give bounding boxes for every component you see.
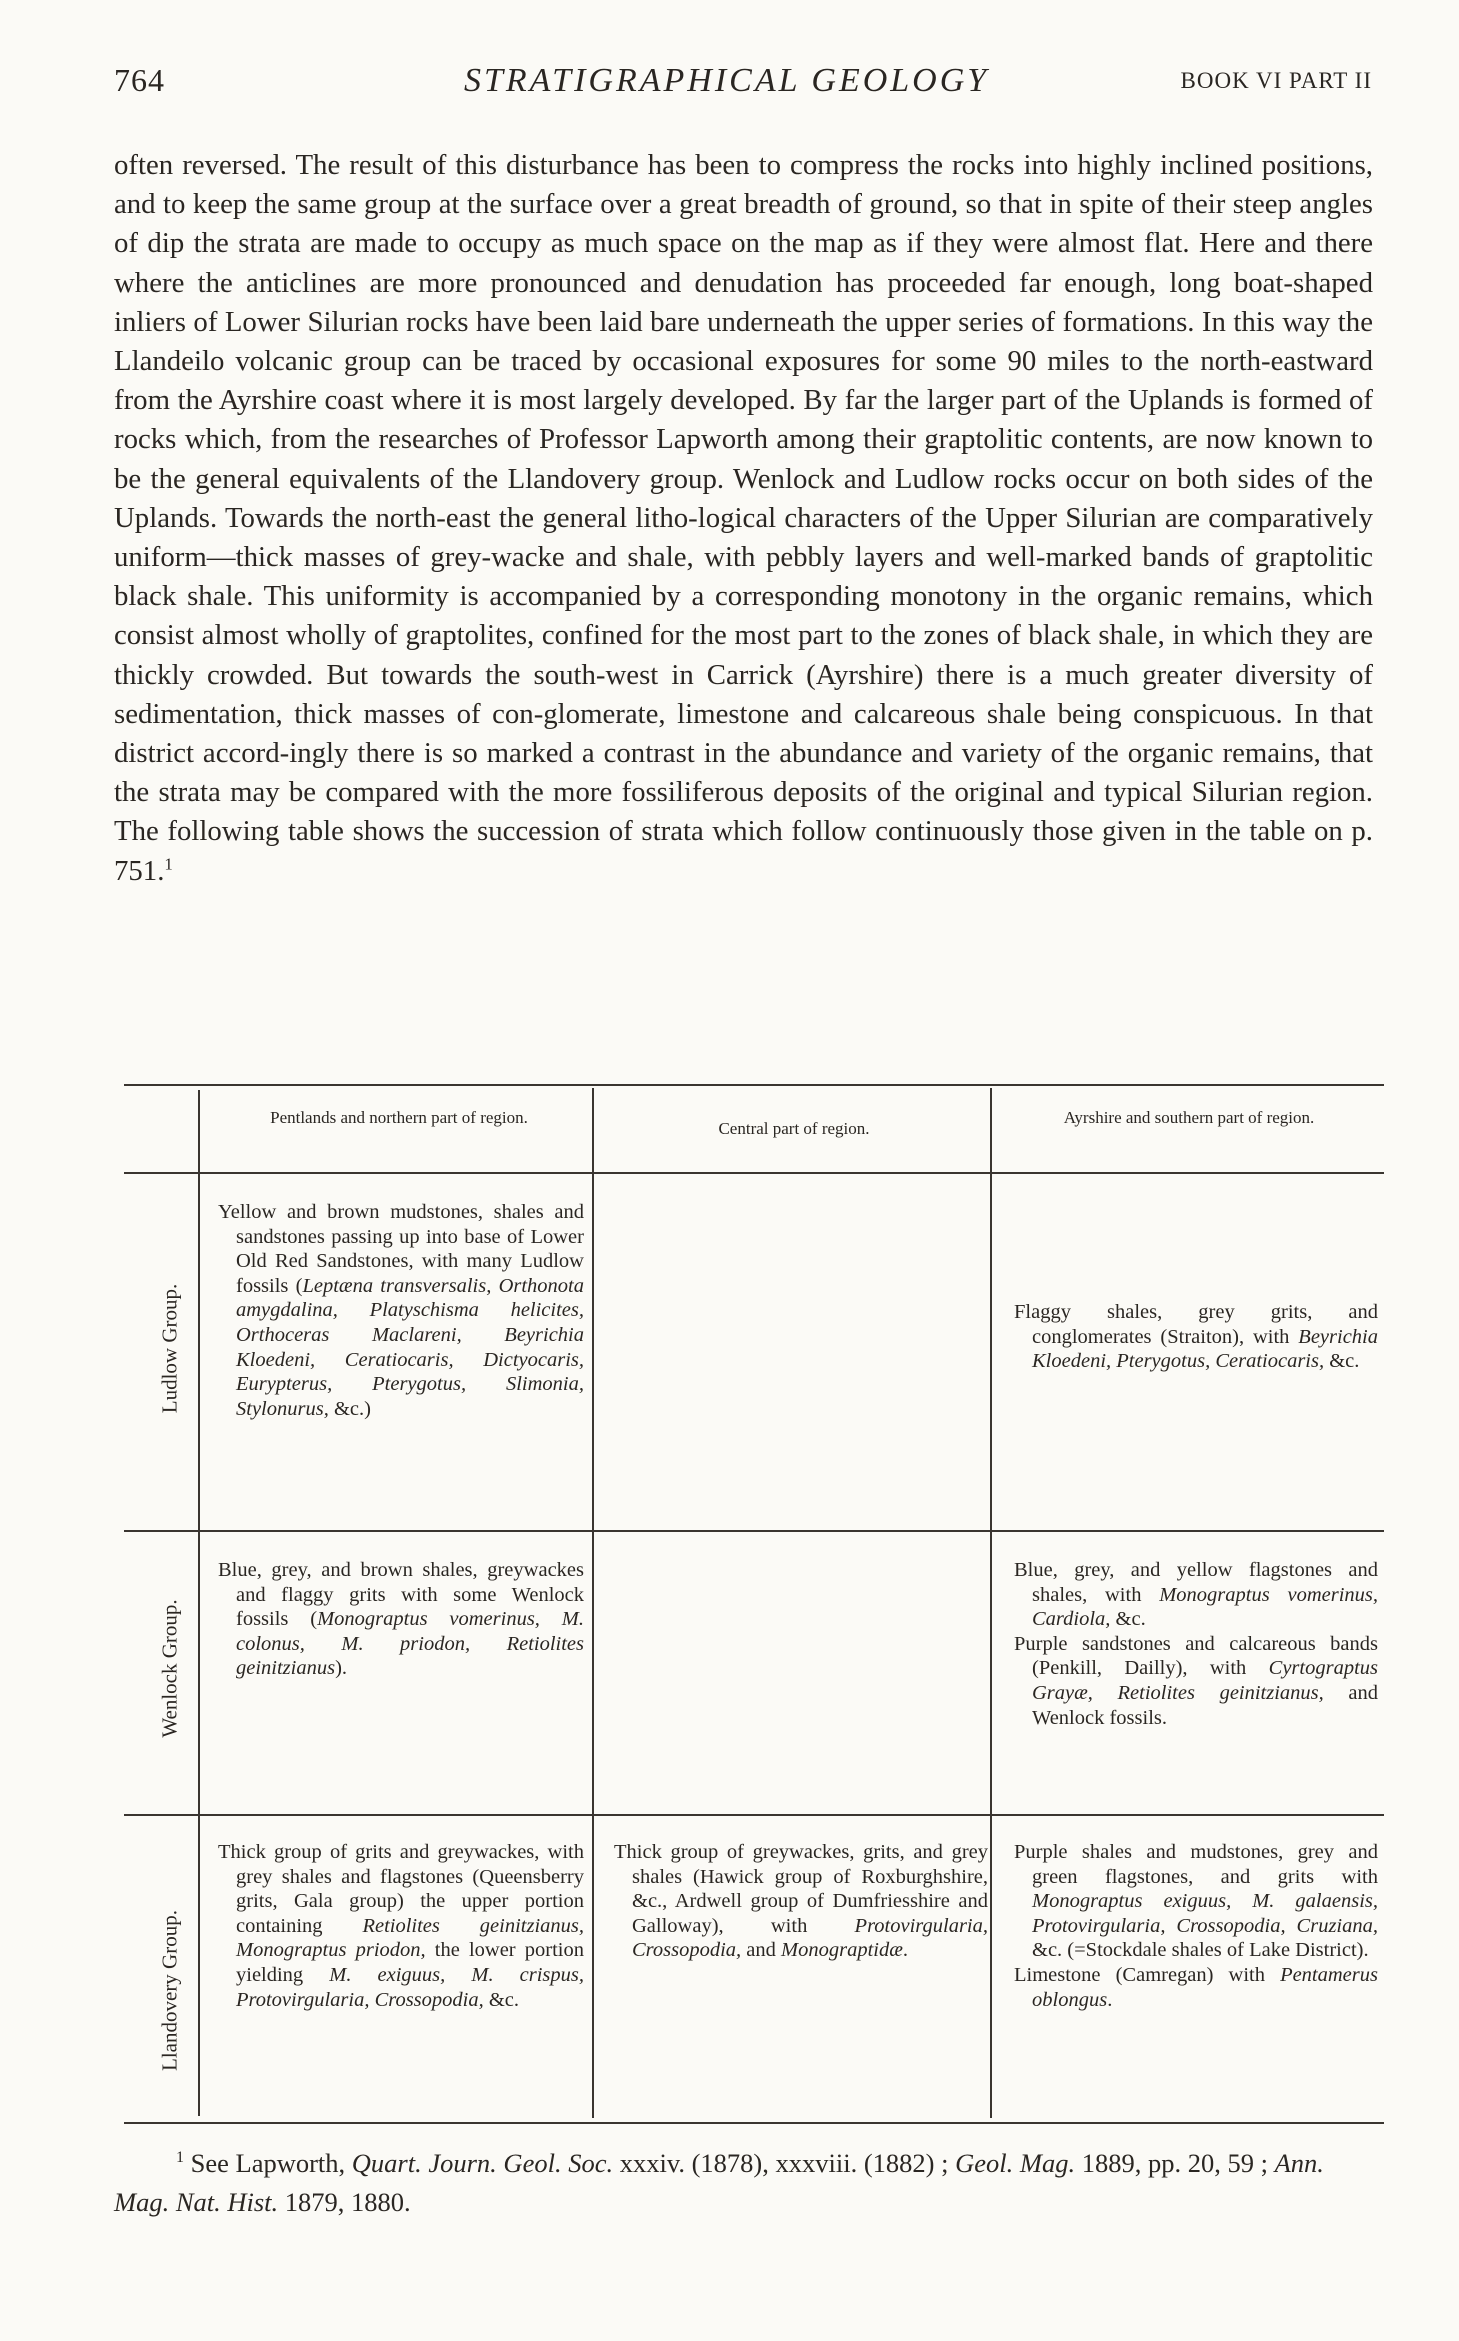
wenlock-ayrshire-cell: Blue, grey, and yellow flagstones and shales, with Monograptus vomerinus, Cardiola, &c. Purple sandstones and calcareous bands (Penkill, Dailly), with Cyrtograptus Grayæ, Retiolites geinitzianus, and Wenlock fossils. xyxy=(1014,1559,1378,1729)
group-label-wenlock: Wenlock Group. xyxy=(157,1599,182,1738)
running-title: STRATIGRAPHICAL GEOLOGY xyxy=(464,62,990,99)
group-label-llandovery: Llandovery Group. xyxy=(157,1910,182,2071)
llandovery-central-cell: Thick group of greywackes, grits, and grey shales (Hawick group of Roxburghshire, &c., Ardwell group of Dumfriesshire and Galloway), with Protovirgularia, Crossopodia, and Monograptidæ. xyxy=(614,1841,988,1962)
book-part-label: BOOK VI PART II xyxy=(1180,68,1372,93)
llandovery-ayrshire-cell: Purple shales and mudstones, grey and green flagstones, and grits with Monograptus exiguus, M. galaensis, Protovirgularia, Crossopodia, Cruziana, &c. (=Stockdale shales of Lake District). Limestone (Camregan) with Pentamerus oblongus. xyxy=(1014,1841,1378,2011)
header-rule xyxy=(124,1172,1384,1174)
ludlow-ayrshire-cell: Flaggy shales, grey grits, and conglomerates (Straiton), with Beyrichia Kloedeni, Pterygotus, Ceratiocaris, &c. xyxy=(1014,1301,1378,1373)
group-label-ludlow: Ludlow Group. xyxy=(157,1283,182,1414)
stratigraphy-table xyxy=(114,1084,1384,2124)
footnote-number: 1 xyxy=(176,2149,184,2167)
header-central: Central part of region. xyxy=(718,1119,870,1138)
paragraph-text: often reversed. The result of this disturbance has been to compress the rocks into highly inclined positions, and to keep the same group at the surface over a great breadth of ground, so that in spite of their steep angles of dip the strata are made to occupy as much space on the map as if they were almost flat. Here and there where the anticlines are more pronounced and denudation has proceeded far enough, long boat-shaped inliers of Lower Silurian rocks have been laid bare underneath the upper series of formations. In this way the Llandeilo volcanic group can be traced by occasional exposures for some 90 miles to the north-eastward from the Ayrshire coast where it is most largely developed. By far the larger part of the Uplands is formed of rocks which, from the researches of Professor Lapworth among their graptolitic contents, are now known to be the general equivalents of the Llandovery group. Wenlock and Ludlow rocks occur on both sides of the Uplands. Towards the north-east the general litho-logical characters of the Upper Silurian are comparatively uniform—thick masses of grey-wacke and shale, with pebbly layers and well-marked bands of graptolitic black shale. This uniformity is accompanied by a corresponding monotony in the organic remains, which consist almost wholly of graptolites, confined for the most part to the zones of black shale, in which they are thickly crowded. But towards the south-west in Carrick (Ayrshire) there is a much greater diversity of sedimentation, thick masses of con-glomerate, limestone and calcareous shale being conspicuous. In that district accord-ingly there is so marked a contrast in the abundance and variety of the organic remains, that the strata may be compared with the more fossiliferous deposits of the original and typical Silurian region. The following table shows the succession of strata which follow continuously those given in the table on p. 751. xyxy=(114,149,1373,887)
header-pentlands: Pentlands and northern part of region. xyxy=(270,1108,528,1127)
group-column-divider xyxy=(198,1090,200,2116)
footnote-reference: 1 xyxy=(164,854,173,874)
wenlock-pentlands-cell: Blue, grey, and brown shales, greywackes and flaggy grits with some Wenlock fossils (Monograptus vomerinus, M. colonus, M. priodon, Retiolites geinitzianus). xyxy=(218,1559,584,1680)
header-ayrshire: Ayrshire and southern part of region. xyxy=(1063,1108,1315,1127)
wenlock-bottom-rule xyxy=(124,1814,1384,1816)
body-paragraph xyxy=(114,146,1373,891)
ludlow-bottom-rule xyxy=(124,1530,1384,1532)
column-divider-1 xyxy=(592,1088,594,2118)
ludlow-pentlands-cell: Yellow and brown mudstones, shales and sandstones passing up into base of Lower Old Red Sandstones, with many Ludlow fossils (Leptæna transversalis, Orthonota amygdalina, Platyschisma helicites, Orthoceras Maclareni, Beyrichia Kloedeni, Ceratiocaris, Dictyocaris, Eurypterus, Pterygotus, Slimonia, Stylonurus, &c.) xyxy=(218,1201,584,1420)
footnote: $^1$ See Lapworth, Quart. Journ. Geol. Soc. xxxiv. (1878), xxxviii. (1882) ; Geol. Mag. 1889, pp. 20, 59 ; Ann. Mag. Nat. Hist. 1879, 1880. xyxy=(114,2148,1324,2217)
table-bottom-rule xyxy=(124,2122,1384,2124)
page-number: 764 xyxy=(114,62,165,98)
running-header xyxy=(114,62,1372,102)
table-top-rule xyxy=(124,1084,1384,1086)
llandovery-pentlands-cell: Thick group of grits and greywackes, with grey shales and flagstones (Queensberry grits, Gala group) the upper portion containing Retiolites geinitzianus, Monograptus priodon, the lower portion yielding M. exiguus, M. crispus, Protovirgularia, Crossopodia, &c. xyxy=(218,1841,584,2011)
column-divider-2 xyxy=(990,1088,992,2118)
